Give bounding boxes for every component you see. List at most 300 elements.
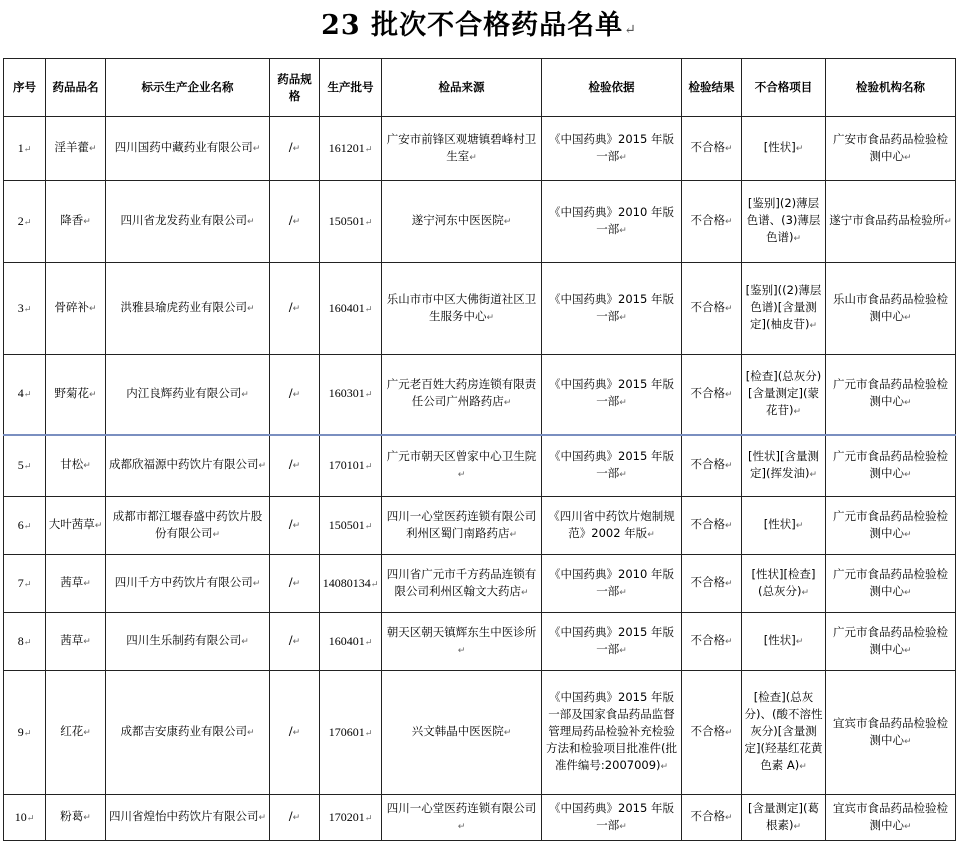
- test-result-cell: [682, 263, 742, 355]
- paragraph-mark-icon: ↵: [83, 813, 91, 823]
- sample-source: 四川一心堂医药连锁有限公司: [386, 800, 537, 815]
- sample-source-cell: [382, 555, 542, 613]
- batch-number-cell: [320, 497, 382, 555]
- test-basis-cell: [542, 181, 682, 263]
- header-cell: 检验机构名称: [826, 59, 956, 117]
- sample-source-cell: [382, 795, 542, 841]
- drug-name-cell: [46, 555, 106, 613]
- batch-number-cell: [320, 355, 382, 435]
- drug-name-cell: [46, 263, 106, 355]
- row-number-cell: [4, 613, 46, 671]
- paragraph-mark-icon: ↵: [364, 216, 373, 227]
- batch-number: 14080134: [322, 575, 371, 590]
- paragraph-mark-icon: ↵: [88, 304, 97, 314]
- paragraph-mark-icon: ↵: [724, 728, 733, 738]
- test-basis-cell: [542, 263, 682, 355]
- paragraph-mark-icon: ↵: [619, 312, 627, 323]
- paragraph-mark-icon: ↵: [724, 217, 733, 227]
- paragraph-mark-icon: ↵: [83, 461, 91, 472]
- paragraph-mark-icon: ↵: [903, 312, 912, 323]
- manufacturer-cell: [106, 497, 270, 555]
- manufacturer: 成都市都江堰春盛中药饮片股份有限公司: [112, 508, 263, 540]
- sample-source: 遂宁河东中医医院: [411, 213, 504, 227]
- sample-source-cell: [382, 435, 542, 497]
- drug-spec-cell: [270, 613, 320, 671]
- drug-name-cell: [46, 497, 106, 555]
- testing-agency-cell: [826, 435, 956, 497]
- paragraph-mark-icon: ↵: [795, 521, 804, 531]
- sample-source: 四川省广元市千方药品连锁有限公司利州区翰文大药店: [386, 566, 537, 598]
- paragraph-mark-icon: ↵: [457, 645, 466, 656]
- paragraph-mark-icon: ↵: [83, 728, 91, 738]
- failed-item: [鉴别]((2)薄层色谱)[含量测定](柚皮苷): [745, 283, 822, 331]
- failed-item-cell: [742, 355, 826, 435]
- paragraph-mark-icon: ↵: [903, 736, 912, 747]
- testing-agency: 宜宾市食品药品检验检测中心: [833, 715, 948, 747]
- row-number-cell: [4, 497, 46, 555]
- test-basis: 《中国药典》2015 年版一部: [549, 377, 674, 409]
- paragraph-mark-icon: ↵: [619, 398, 627, 409]
- drug-spec: /: [288, 385, 293, 400]
- test-basis: 《中国药典》2015 年版一部: [549, 291, 674, 323]
- test-basis-cell: [542, 355, 682, 435]
- paragraph-mark-icon: ↵: [258, 813, 267, 823]
- failed-item-cell: [742, 497, 826, 555]
- paragraph-mark-icon: ↵: [212, 529, 221, 540]
- table-row: [4, 555, 956, 613]
- header-cell: 检验依据: [542, 59, 682, 117]
- table-row: [4, 263, 956, 355]
- paragraph-mark-icon: ↵: [795, 144, 804, 154]
- sample-source: 广元老百姓大药房连锁有限责任公司广州路药店: [386, 377, 537, 409]
- paragraph-mark-icon: ↵: [292, 461, 301, 472]
- test-result: 不合格: [690, 809, 725, 823]
- drug-spec-cell: [270, 181, 320, 263]
- paragraph-mark-icon: ↵: [724, 579, 733, 589]
- paragraph-mark-icon: ↵: [903, 821, 912, 832]
- row-number-cell: [4, 355, 46, 435]
- manufacturer: 四川省龙发药业有限公司: [120, 213, 247, 227]
- failed-item-cell: [742, 671, 826, 795]
- batch-number-cell: [320, 671, 382, 795]
- drug-name: 大叶茜草: [48, 517, 95, 531]
- testing-agency: 遂宁市食品药品检验所: [829, 213, 945, 227]
- test-basis-cell: [542, 555, 682, 613]
- row-number: 2: [17, 213, 24, 228]
- test-result-cell: [682, 795, 742, 841]
- paragraph-mark-icon: ↵: [619, 152, 627, 163]
- test-basis: 《中国药典》2015 年版一部: [549, 131, 674, 163]
- batch-number: 161201: [328, 140, 365, 155]
- sample-source: 广安市前锋区观塘镇碧峰村卫生室: [386, 131, 537, 163]
- row-number-cell: [4, 181, 46, 263]
- failed-item-cell: [742, 795, 826, 841]
- test-result-cell: [682, 613, 742, 671]
- paragraph-mark-icon: ↵: [486, 312, 495, 323]
- table-row: [4, 497, 956, 555]
- paragraph-mark-icon: ↵: [619, 645, 627, 656]
- test-result: 不合格: [690, 385, 725, 400]
- manufacturer-cell: [106, 263, 270, 355]
- batch-number-cell: [320, 117, 382, 181]
- testing-agency: 广元市食品药品检验检测中心: [833, 624, 948, 656]
- testing-agency: 广元市食品药品检验检测中心: [833, 377, 948, 409]
- paragraph-mark-icon: ↵: [364, 520, 373, 531]
- paragraph-mark-icon: ↵: [619, 821, 627, 832]
- test-basis: 《中国药典》2015 年版一部: [549, 800, 674, 832]
- paragraph-mark-icon: ↵: [246, 728, 255, 738]
- testing-agency-cell: [826, 355, 956, 435]
- failed-item: [性状]: [763, 140, 796, 154]
- paragraph-mark-icon: ↵: [83, 217, 91, 227]
- paragraph-mark-icon: ↵: [457, 821, 466, 832]
- row-number-cell: [4, 435, 46, 497]
- test-basis: 《中国药典》2015 年版一部: [549, 624, 674, 656]
- paragraph-mark-icon: ↵: [83, 579, 91, 589]
- testing-agency-cell: [826, 263, 956, 355]
- header-cell: 标示生产企业名称: [106, 59, 270, 117]
- failed-item: [含量测定](葛根素): [748, 800, 819, 832]
- testing-agency-cell: [826, 555, 956, 613]
- paragraph-mark-icon: ↵: [23, 727, 32, 738]
- manufacturer: 成都吉安康药业有限公司: [120, 724, 247, 738]
- paragraph-mark-icon: ↵: [364, 460, 373, 471]
- batch-number: 150501: [328, 517, 365, 532]
- test-result-cell: [682, 435, 742, 497]
- test-basis-cell: [542, 671, 682, 795]
- failed-item: [性状][检查](总灰分): [751, 566, 816, 598]
- failed-item-cell: [742, 613, 826, 671]
- paragraph-mark-icon: ↵: [23, 303, 32, 314]
- paragraph-mark-icon: ↵: [793, 234, 802, 244]
- sample-source-cell: [382, 497, 542, 555]
- paragraph-mark-icon: ↵: [903, 398, 912, 409]
- batch-number-cell: [320, 555, 382, 613]
- test-basis: 《中国药典》2010 年版一部: [549, 566, 674, 598]
- drug-name-cell: [46, 181, 106, 263]
- drug-spec: /: [288, 457, 293, 472]
- paragraph-mark-icon: ↵: [23, 636, 32, 647]
- paragraph-mark-icon: ↵: [809, 321, 817, 331]
- batch-number-cell: [320, 435, 382, 497]
- paragraph-mark-icon: ↵: [724, 813, 733, 823]
- failed-item: [性状][含量测定](挥发油): [748, 448, 819, 480]
- paragraph-mark-icon: ↵: [795, 637, 804, 647]
- sample-source-cell: [382, 181, 542, 263]
- row-number-cell: [4, 795, 46, 841]
- row-number: 5: [17, 457, 24, 472]
- manufacturer: 内江良辉药业有限公司: [126, 385, 242, 400]
- paragraph-mark-icon: ↵: [724, 304, 733, 314]
- testing-agency-cell: [826, 181, 956, 263]
- test-result: 不合格: [690, 300, 725, 314]
- testing-agency-cell: [826, 497, 956, 555]
- batch-number-cell: [320, 263, 382, 355]
- row-number: 9: [17, 724, 24, 739]
- row-number: 6: [17, 517, 24, 532]
- row-number: 1: [17, 140, 24, 155]
- paragraph-mark-icon: ↵: [809, 469, 817, 480]
- paragraph-mark-icon: ↵: [724, 389, 733, 400]
- paragraph-mark-icon: ↵: [292, 728, 301, 738]
- sample-source-cell: [382, 263, 542, 355]
- drug-spec: /: [288, 140, 293, 154]
- sample-source-cell: [382, 355, 542, 435]
- table-header-row: [4, 59, 956, 117]
- batch-number-cell: [320, 613, 382, 671]
- testing-agency: 宜宾市食品药品检验检测中心: [833, 800, 948, 832]
- paragraph-mark-icon: ↵: [724, 461, 733, 472]
- drug-name: 降香: [60, 213, 84, 227]
- manufacturer: 成都欣福源中药饮片有限公司: [108, 457, 259, 472]
- table-row: [4, 355, 956, 435]
- drug-spec: /: [288, 575, 293, 589]
- test-result-cell: [682, 117, 742, 181]
- header-cell: 不合格项目: [742, 59, 826, 117]
- paragraph-mark-icon: ↵: [624, 22, 637, 38]
- paragraph-mark-icon: ↵: [292, 217, 301, 227]
- unqualified-drugs-table: [3, 58, 956, 841]
- testing-agency: 乐山市食品药品检验检测中心: [833, 291, 948, 323]
- drug-name-cell: [46, 795, 106, 841]
- test-basis-cell: [542, 795, 682, 841]
- drug-spec: /: [288, 809, 293, 823]
- drug-name-cell: [46, 613, 106, 671]
- test-basis: 《中国药典》2015 年版一部及国家食品药品监督管理局药品检验补充检验方法和检验项目批准件(批准件编号:2007009): [546, 690, 677, 772]
- failed-item-cell: [742, 117, 826, 181]
- testing-agency: 广元市食品药品检验检测中心: [833, 508, 948, 540]
- sample-source-cell: [382, 613, 542, 671]
- paragraph-mark-icon: ↵: [292, 304, 301, 314]
- paragraph-mark-icon: ↵: [619, 469, 627, 480]
- testing-agency-cell: [826, 613, 956, 671]
- manufacturer-cell: [106, 795, 270, 841]
- drug-spec-cell: [270, 795, 320, 841]
- drug-spec: /: [288, 517, 293, 531]
- paragraph-mark-icon: ↵: [619, 225, 627, 236]
- paragraph-mark-icon: ↵: [903, 152, 912, 163]
- table-row: [4, 795, 956, 841]
- test-result: 不合格: [690, 633, 725, 647]
- paragraph-mark-icon: ↵: [619, 587, 627, 598]
- paragraph-mark-icon: ↵: [364, 727, 373, 738]
- paragraph-mark-icon: ↵: [292, 637, 301, 647]
- paragraph-mark-icon: ↵: [258, 461, 267, 472]
- test-result: 不合格: [690, 724, 725, 738]
- paragraph-mark-icon: ↵: [801, 587, 810, 598]
- manufacturer: 四川千方中药饮片有限公司: [114, 575, 253, 589]
- manufacturer-cell: [106, 117, 270, 181]
- header-cell: 药品品名: [46, 59, 106, 117]
- paragraph-mark-icon: ↵: [903, 529, 912, 540]
- drug-spec-cell: [270, 355, 320, 435]
- paragraph-mark-icon: ↵: [23, 520, 32, 531]
- paragraph-mark-icon: ↵: [252, 144, 261, 154]
- sample-source: 广元市朝天区曾家中心卫生院: [386, 448, 537, 463]
- manufacturer: 四川生乐制药有限公司: [126, 633, 242, 647]
- sample-source-cell: [382, 671, 542, 795]
- batch-number: 160301: [328, 386, 365, 401]
- manufacturer-cell: [106, 671, 270, 795]
- paragraph-mark-icon: ↵: [793, 821, 802, 832]
- batch-number: 150501: [328, 213, 365, 228]
- paragraph-mark-icon: ↵: [364, 303, 373, 314]
- drug-name-cell: [46, 117, 106, 181]
- sample-source-cell: [382, 117, 542, 181]
- drug-name: 骨碎补: [54, 300, 89, 314]
- paragraph-mark-icon: ↵: [724, 637, 733, 647]
- manufacturer-cell: [106, 555, 270, 613]
- manufacturer: 洪雅县瑜虎药业有限公司: [120, 300, 247, 314]
- drug-name: 茜草: [60, 575, 84, 589]
- manufacturer-cell: [106, 435, 270, 497]
- drug-spec-cell: [270, 497, 320, 555]
- paragraph-mark-icon: ↵: [23, 578, 32, 589]
- batch-number: 160401: [328, 633, 365, 648]
- failed-item: [检查](总灰分)、(酸不溶性灰分)[含量测定](羟基红花黄色素 A): [744, 690, 823, 772]
- paragraph-mark-icon: ↵: [23, 389, 32, 400]
- paragraph-mark-icon: ↵: [724, 144, 733, 154]
- test-result: 不合格: [690, 140, 725, 154]
- batch-number: 170601: [328, 724, 365, 739]
- failed-item: [性状]: [763, 633, 796, 647]
- test-result-cell: [682, 671, 742, 795]
- drug-name: 野菊花: [54, 385, 89, 400]
- drug-spec: /: [288, 300, 293, 314]
- test-result-cell: [682, 555, 742, 613]
- batch-number: 170101: [328, 457, 365, 472]
- failed-item-cell: [742, 555, 826, 613]
- header-cell: 检品来源: [382, 59, 542, 117]
- test-basis-cell: [542, 613, 682, 671]
- header-cell: 生产批号: [320, 59, 382, 117]
- paragraph-mark-icon: ↵: [520, 587, 529, 598]
- row-number-cell: [4, 263, 46, 355]
- drug-spec-cell: [270, 555, 320, 613]
- testing-agency-cell: [826, 795, 956, 841]
- table-row: [4, 613, 956, 671]
- paragraph-mark-icon: ↵: [503, 217, 512, 227]
- paragraph-mark-icon: ↵: [799, 762, 807, 772]
- drug-name: 甘松: [60, 457, 84, 472]
- paragraph-mark-icon: ↵: [364, 636, 373, 647]
- row-number: 10: [14, 809, 27, 824]
- failed-item: [鉴别](2)薄层色谱、(3)薄层色谱): [746, 196, 821, 244]
- drug-name: 淫羊藿: [54, 140, 89, 154]
- table-row: [4, 671, 956, 795]
- row-number: 3: [17, 300, 24, 315]
- test-result: 不合格: [690, 457, 725, 472]
- drug-name-cell: [46, 435, 106, 497]
- paragraph-mark-icon: ↵: [241, 389, 249, 400]
- paragraph-mark-icon: ↵: [26, 812, 35, 823]
- paragraph-mark-icon: ↵: [292, 813, 301, 823]
- paragraph-mark-icon: ↵: [793, 406, 802, 417]
- table-row: [4, 435, 956, 497]
- drug-spec-cell: [270, 671, 320, 795]
- drug-spec-cell: [270, 263, 320, 355]
- test-basis: 《中国药典》2010 年版一部: [549, 204, 674, 236]
- paragraph-mark-icon: ↵: [457, 469, 466, 480]
- row-number-cell: [4, 671, 46, 795]
- failed-item-cell: [742, 435, 826, 497]
- paragraph-mark-icon: ↵: [944, 217, 952, 227]
- test-result-cell: [682, 181, 742, 263]
- paragraph-mark-icon: ↵: [23, 216, 32, 227]
- sample-source: 兴文韩晶中医医院: [411, 724, 504, 738]
- testing-agency-cell: [826, 671, 956, 795]
- paragraph-mark-icon: ↵: [647, 529, 655, 540]
- drug-name-cell: [46, 355, 106, 435]
- drug-name: 茜草: [60, 633, 84, 647]
- drug-spec-cell: [270, 117, 320, 181]
- test-basis-cell: [542, 435, 682, 497]
- paragraph-mark-icon: ↵: [660, 762, 669, 772]
- table-row: [4, 181, 956, 263]
- sample-source: 四川一心堂医药连锁有限公司利州区蜀门南路药店: [386, 508, 537, 540]
- paragraph-mark-icon: ↵: [903, 587, 912, 598]
- testing-agency-cell: [826, 117, 956, 181]
- paragraph-mark-icon: ↵: [509, 529, 518, 540]
- batch-number-cell: [320, 795, 382, 841]
- drug-spec: /: [288, 724, 293, 738]
- drug-spec: /: [288, 213, 293, 227]
- paragraph-mark-icon: ↵: [364, 143, 373, 154]
- header-cell: 检验结果: [682, 59, 742, 117]
- table-row: [4, 117, 956, 181]
- table-body: [4, 117, 956, 841]
- test-basis: 《中国药典》2015 年版一部: [549, 448, 674, 480]
- manufacturer-cell: [106, 181, 270, 263]
- drug-name: 粉葛: [60, 809, 84, 823]
- paragraph-mark-icon: ↵: [241, 637, 249, 647]
- paragraph-mark-icon: ↵: [903, 645, 912, 656]
- paragraph-mark-icon: ↵: [370, 578, 379, 589]
- drug-name-cell: [46, 671, 106, 795]
- drug-spec-cell: [270, 435, 320, 497]
- testing-agency: 广元市食品药品检验检测中心: [833, 448, 948, 480]
- batch-number: 170201: [328, 809, 365, 824]
- test-basis: 《四川省中药饮片炮制规范》2002 年版: [548, 508, 675, 540]
- test-basis-cell: [542, 497, 682, 555]
- paragraph-mark-icon: ↵: [292, 144, 301, 154]
- row-number-cell: [4, 117, 46, 181]
- testing-agency: 广安市食品药品检验检测中心: [833, 131, 948, 163]
- paragraph-mark-icon: ↵: [23, 143, 32, 154]
- paragraph-mark-icon: ↵: [88, 389, 97, 400]
- test-result-cell: [682, 497, 742, 555]
- paragraph-mark-icon: ↵: [503, 398, 512, 409]
- manufacturer-cell: [106, 613, 270, 671]
- manufacturer: 四川国药中藏药业有限公司: [114, 140, 253, 154]
- paragraph-mark-icon: ↵: [724, 521, 733, 531]
- header-cell: 药品规格: [270, 59, 320, 117]
- batch-number: 160401: [328, 300, 365, 315]
- sample-source: 朝天区朝天镇辉东生中医诊所: [386, 624, 537, 639]
- paragraph-mark-icon: ↵: [246, 304, 255, 314]
- paragraph-mark-icon: ↵: [292, 389, 301, 400]
- test-result-cell: [682, 355, 742, 435]
- manufacturer-cell: [106, 355, 270, 435]
- sample-source: 乐山市市中区大佛街道社区卫生服务中心: [386, 291, 537, 323]
- test-result: 不合格: [690, 517, 725, 531]
- paragraph-mark-icon: ↵: [252, 579, 261, 589]
- testing-agency: 广元市食品药品检验检测中心: [833, 566, 948, 598]
- failed-item: [检查](总灰分)[含量测定](蒙花苷): [745, 368, 822, 417]
- paragraph-mark-icon: ↵: [364, 812, 373, 823]
- header-cell: 序号: [4, 59, 46, 117]
- test-basis-cell: [542, 117, 682, 181]
